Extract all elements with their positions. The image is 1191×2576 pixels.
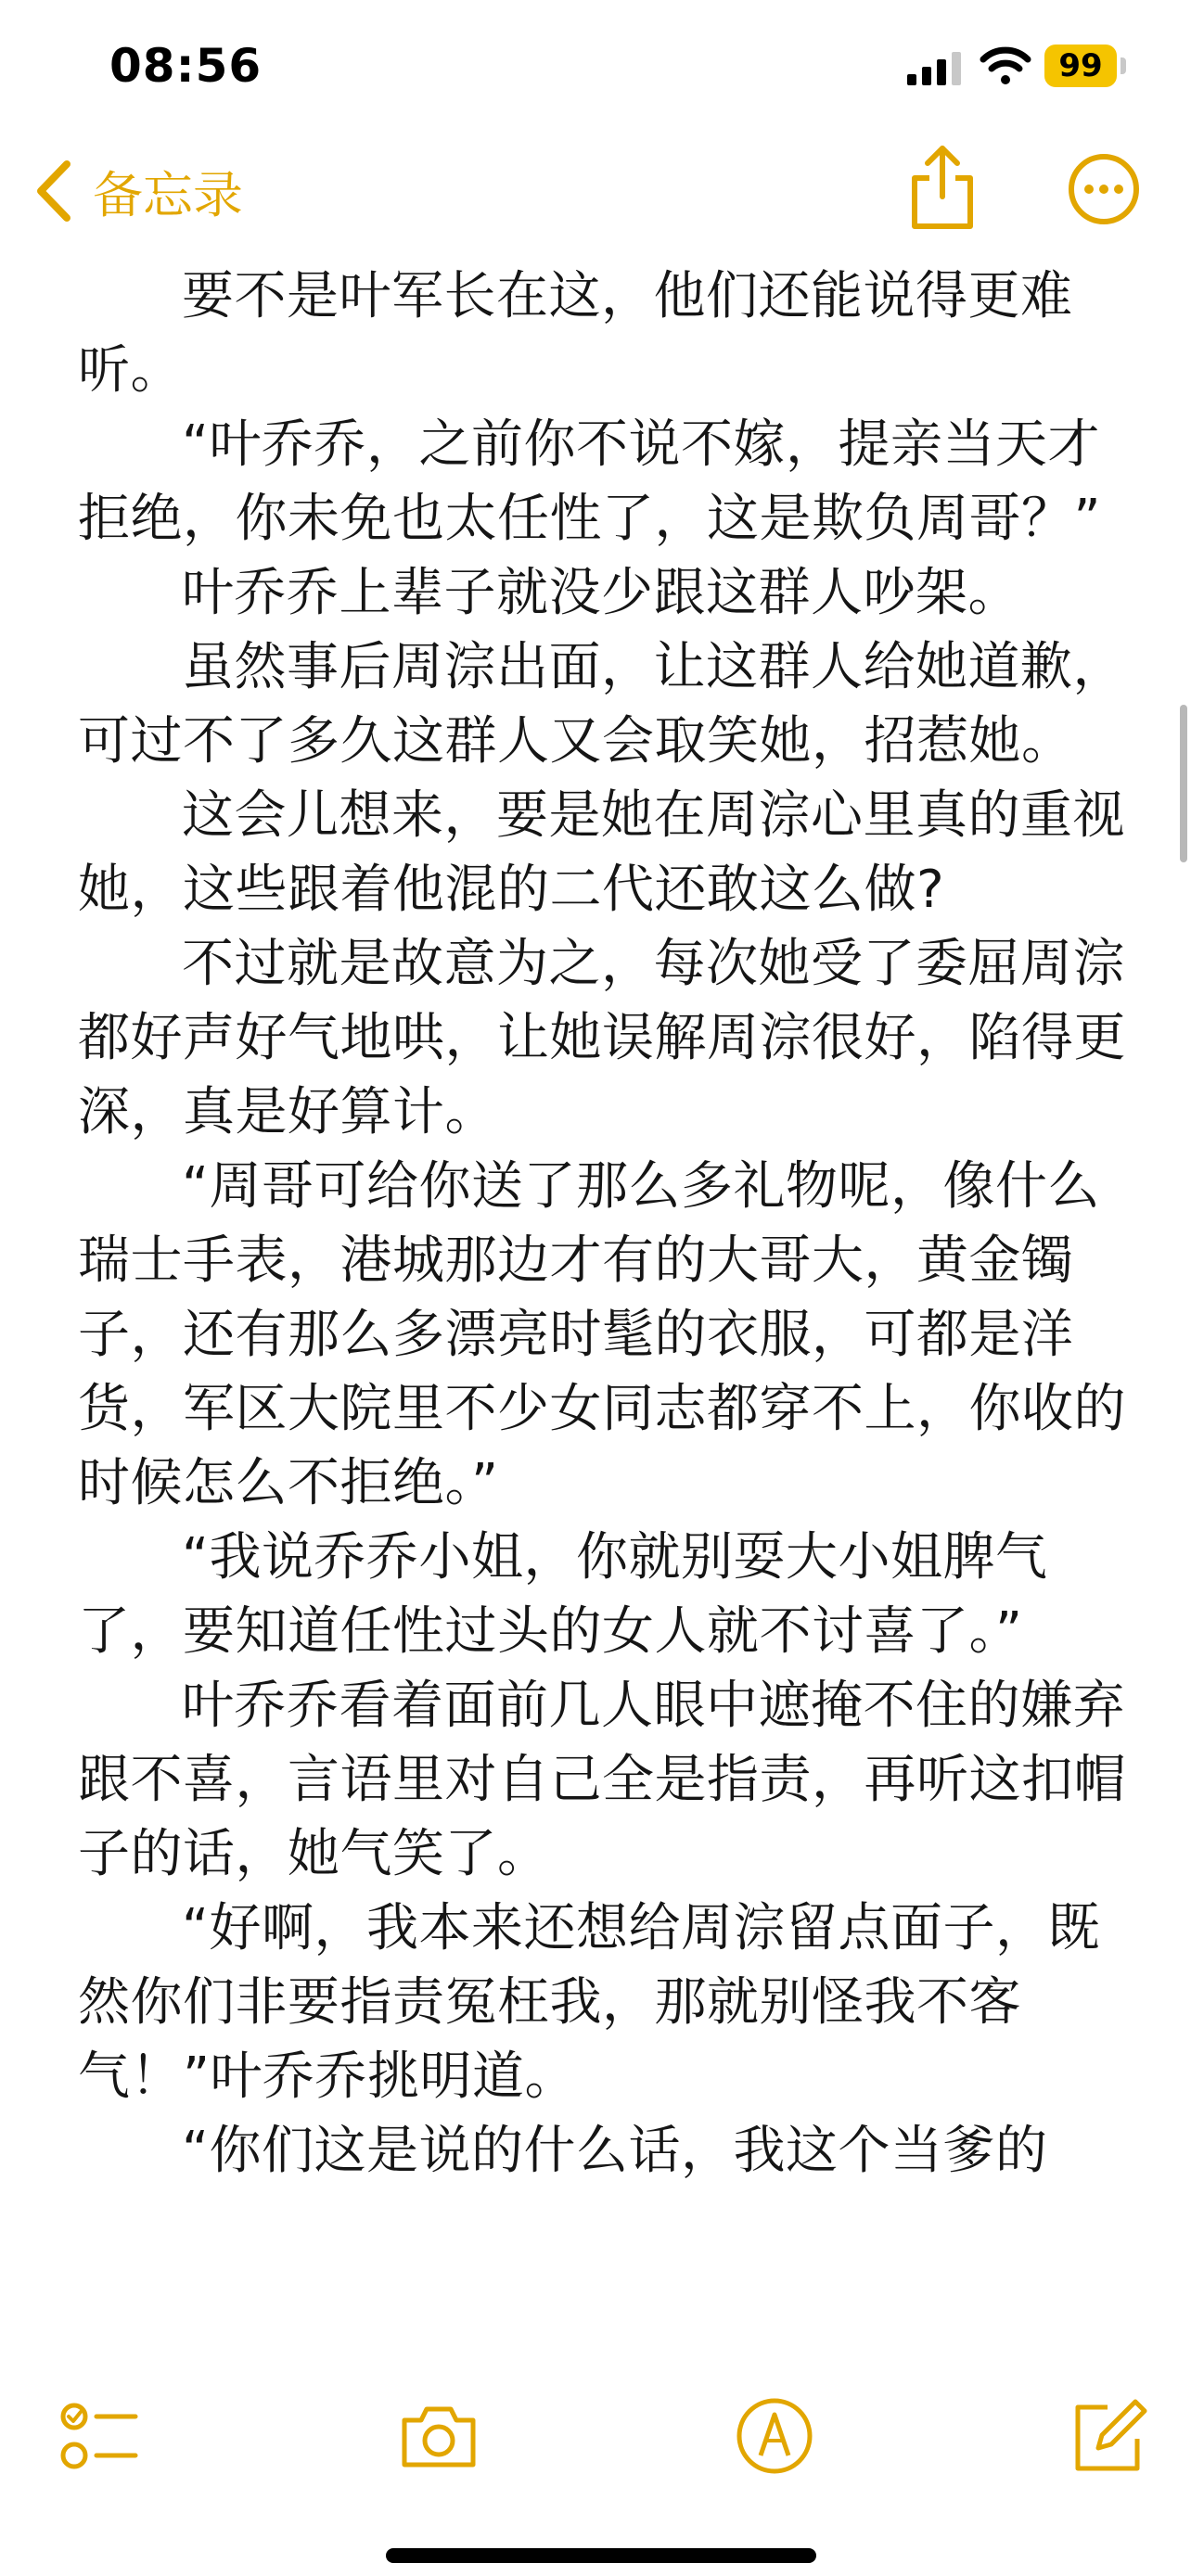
note-paragraph: 叶乔乔看着面前几人眼中遮掩不住的嫌弃跟不喜，言语里对自己全是指责，再听这扣帽子的话，她气笑了。 xyxy=(78,1676,1126,1884)
note-paragraph: “周哥可给你送了那么多礼物呢，像什么瑞士手表，港城那边才有的大哥大，黄金镯子，还有那么多漂亮时髦的衣服，可都是洋货，军区大院里不少女同志都穿不上，你收的时候怎么不拒绝。” xyxy=(78,1156,1126,1513)
note-paragraph: “叶乔乔，之前你不说不嫁，提亲当天才拒绝，你未免也太任性了，这是欺负周哥？” xyxy=(78,414,1102,549)
share-icon[interactable] xyxy=(905,143,980,232)
note-paragraph: 这会儿想来，要是她在周淙心里真的重视她，这些跟着他混的二代还敢这么做? xyxy=(78,785,1125,920)
note-paragraph: 不过就是故意为之，每次她受了委屈周淙都好声好气地哄，让她误解周淙很好，陷得更深，真是好算计。 xyxy=(78,934,1126,1142)
note-paragraph: “你们这是说的什么话，我这个当爹的 xyxy=(182,2121,1048,2181)
note-paragraph: 叶乔乔上辈子就没少跟这群人吵架。 xyxy=(182,563,1020,623)
note-paragraph: “我说乔乔小姐，你就别耍大小姐脾气了，要知道任性过头的女人就不讨喜了。” xyxy=(78,1527,1048,1662)
home-indicator[interactable] xyxy=(386,2548,816,2563)
compose-icon[interactable] xyxy=(1067,2394,1150,2478)
note-body[interactable] xyxy=(78,260,1126,2355)
note-paragraph: 要不是叶军长在这，他们还能说得更难听。 xyxy=(78,266,1073,401)
cellular-signal-icon xyxy=(907,52,963,85)
back-button[interactable] xyxy=(33,152,243,230)
battery-icon: 99 xyxy=(1044,45,1117,87)
markup-pen-icon[interactable] xyxy=(733,2394,816,2478)
chevron-left-icon xyxy=(33,159,74,223)
status-time: 08:56 xyxy=(109,39,263,93)
nav-bar xyxy=(0,139,1191,241)
camera-icon[interactable] xyxy=(397,2394,480,2478)
bottom-toolbar xyxy=(0,2374,1191,2494)
scroll-indicator[interactable] xyxy=(1180,705,1187,862)
battery-tip xyxy=(1121,57,1126,74)
status-bar xyxy=(0,0,1191,130)
back-label: 备忘录 xyxy=(93,165,243,224)
checklist-icon[interactable] xyxy=(58,2394,141,2478)
note-paragraph: 虽然事后周淙出面，让这群人给她道歉，可过不了多久这群人又会取笑她，招惹她。 xyxy=(78,637,1125,772)
more-icon[interactable] xyxy=(1067,152,1141,226)
wifi-icon xyxy=(980,46,1031,85)
note-paragraph: “好啊，我本来还想给周淙留点面子，既然你们非要指责冤枉我，那就别怪我不客气！”叶乔乔挑明道。 xyxy=(78,1898,1101,2107)
